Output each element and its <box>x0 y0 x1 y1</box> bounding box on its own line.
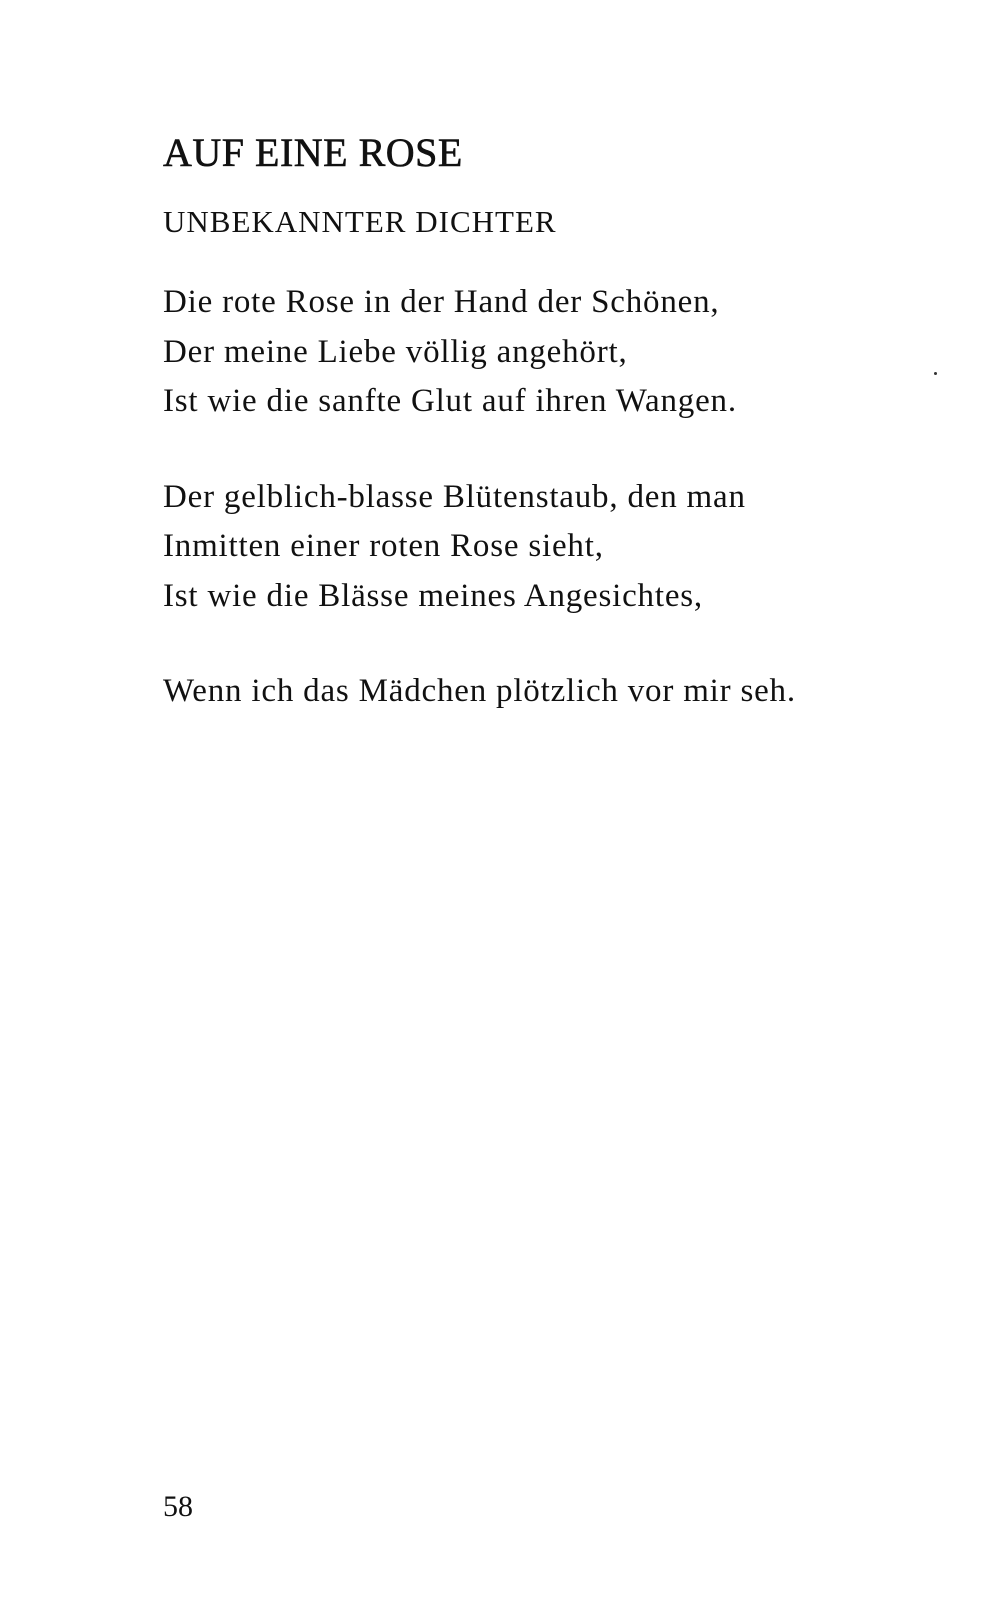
stanza-2 <box>163 473 963 622</box>
poem-author: UNBEKANNTER DICHTER <box>163 204 557 239</box>
page-number: 58 <box>163 1490 193 1523</box>
verse-line: Ist wie die sanfte Glut auf ihren Wangen. <box>163 383 737 419</box>
verse-line: Ist wie die Blässe meines Angesichtes, <box>163 577 703 614</box>
verse-line: Der gelblich-blasse Blütenstaub, den man <box>163 478 746 515</box>
verse-line: Der meine Liebe völlig angehört, <box>163 333 628 370</box>
print-speck <box>934 372 937 375</box>
stanza-1 <box>163 278 963 427</box>
verse-line: Wenn ich das Mädchen plötzlich vor mir seh. <box>163 673 796 709</box>
stanza-3 <box>163 667 963 717</box>
verse-line: Inmitten einer roten Rose sieht, <box>163 528 604 564</box>
poem-title: AUF EINE ROSE <box>163 130 463 175</box>
verse-line: Die rote Rose in der Hand der Schönen, <box>163 284 720 320</box>
page-content <box>163 130 963 717</box>
